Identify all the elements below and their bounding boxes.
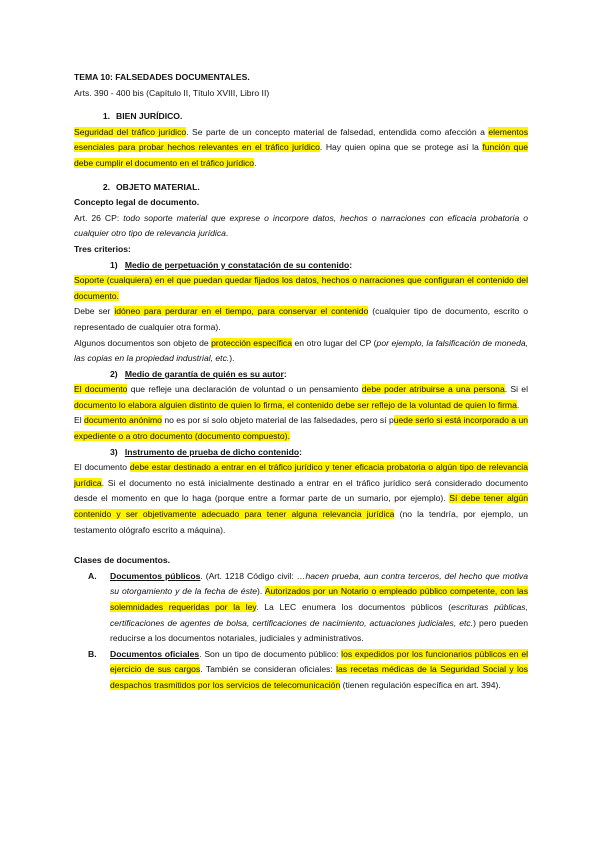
- text-run: escrituras públicas, certificaciones de agentes de bolsa, certificaciones de nacimiento, actuaciones judiciales, etc.: [110, 602, 528, 628]
- highlighted-text: uede serlo si está incorporado a un expediente o a otro documento (documento compuesto).: [74, 415, 529, 442]
- criterion-3-paragraph: [74, 460, 528, 538]
- text-run: que refleje una declaración de voluntad o un pensamiento: [127, 384, 362, 395]
- clase-a-letter: A.: [88, 570, 97, 581]
- tres-criterios-label: Tres criterios:: [74, 243, 131, 254]
- clases-heading: Clases de documentos.: [74, 555, 170, 566]
- text-run: . Si el documento no está inicialmente destinado a entrar en el tráfico jurídico será considerado documento desde el momento en que lo haga (porque entre a formar parte de un sumario, por ejemplo).: [74, 477, 528, 504]
- text-run: . Son un tipo de documento público:: [199, 648, 342, 659]
- highlighted-text: las recetas médicas de la Seguridad Social y los despachos trasmitidos por los servicios de telecomunicación: [110, 664, 528, 690]
- text-run: (cualquier tipo de documento, escrito o representado de cualquier otra forma).: [74, 306, 528, 332]
- text-run: . Hay quien opina que se protege así la: [319, 142, 483, 153]
- page-title: TEMA 10: FALSEDADES DOCUMENTALES.: [74, 72, 250, 82]
- highlighted-text: Autorizados por un Notario o empleado público competente, con las solemnidades requeridas por la ley: [110, 586, 528, 612]
- text-run: El: [74, 415, 85, 426]
- highlighted-text: debe estar destinado a entrar en el tráfico jurídico y tener eficacia probatoria o algún tipo de relevancia jurídica: [74, 462, 528, 488]
- criterion-1-heading: 1) Medio de perpetuación y constatación de su contenido:: [110, 259, 353, 270]
- clase-a-item: [74, 569, 528, 647]
- text-run: .: [254, 157, 257, 168]
- clase-b-paragraph: [110, 647, 528, 694]
- text-run: …hacen prueba, aun contra terceros, del hecho que motiva su otorgamiento y de la fecha de éste: [110, 570, 528, 597]
- emphasized-term: Documentos públicos: [110, 570, 201, 581]
- text-run: . Si el: [504, 384, 528, 395]
- criterion-2-paragraph-2: [74, 413, 528, 444]
- text-run: ).: [229, 353, 235, 364]
- criterion-3-heading: 3) Instrumento de prueba de dicho contenido:: [110, 446, 302, 457]
- text-run: Algunos documentos son objeto de: [74, 337, 212, 348]
- clase-b-item: [74, 647, 528, 694]
- section-2-heading: 2. OBJETO MATERIAL.: [102, 181, 200, 192]
- text-run: Debe ser: [74, 306, 115, 317]
- highlighted-text: debe poder atribuirse a una persona: [361, 384, 505, 395]
- criterion-2-paragraph-1: [74, 382, 528, 413]
- highlighted-text: protección específica: [211, 337, 292, 348]
- text-run: . La LEC enumera los documentos públicos (: [256, 602, 452, 612]
- highlighted-text: idóneo para perdurar en el tiempo, para conservar el contenido: [114, 306, 369, 317]
- text-run: . Se parte de un concepto material de falsedad, entendida como afección a: [186, 126, 489, 137]
- highlighted-text: El documento: [74, 384, 128, 395]
- criterion-2-heading: 2) Medio de garantía de quién es su autor:: [110, 368, 287, 379]
- text-run: . (Art. 1218 Código civil:: [200, 570, 297, 581]
- section-1-paragraph: [74, 125, 528, 172]
- highlighted-text: función que debe cumplir el documento en el tráfico jurídico: [74, 142, 529, 168]
- text-run: no es por sí solo objeto material de las falsedades, pero sí p: [161, 415, 394, 426]
- highlighted-text: Soporte (cualquiera) en el que puedan quedar fijados los datos, hechos o narraciones que configuran el contenido del documento.: [74, 275, 528, 301]
- concepto-heading: Concepto legal de documento.: [74, 197, 200, 208]
- clase-a-paragraph: [110, 569, 528, 647]
- criterion-1-paragraph-1: [74, 273, 528, 304]
- text-run: El documento: [74, 462, 130, 473]
- text-run: en otro lugar del CP (: [292, 337, 377, 348]
- clase-b-letter: B.: [88, 648, 97, 659]
- text-run: (tienen regulación específica en art. 394).: [340, 679, 501, 690]
- text-run: ).: [257, 586, 265, 597]
- section-1-heading: 1. BIEN JURÍDICO.: [102, 111, 183, 122]
- criterion-1-paragraph-2: [74, 304, 528, 335]
- articles-reference: Arts. 390 - 400 bis (Capítulo II, Título XVIII, Libro II): [74, 87, 270, 98]
- document-page: [74, 70, 528, 694]
- text-run: por ejemplo, la falsificación de moneda, las copias en la propiedad industrial, etc.: [74, 337, 529, 364]
- text-run: ) pero pueden reducirse a los documentos notariales, judiciales y administrativos.: [110, 617, 528, 644]
- text-run: (no la tendría, por ejemplo, un testamento ológrafo escrito a máquina).: [74, 509, 528, 535]
- criterion-1-paragraph-3: [74, 336, 528, 367]
- emphasized-term: Documentos oficiales: [110, 648, 200, 659]
- text-run: .: [516, 399, 520, 410]
- highlighted-text: elementos esenciales para probar hechos relevantes en el tráfico jurídico: [74, 126, 528, 153]
- highlighted-text: Seguridad del tráfico jurídico: [74, 126, 187, 137]
- text-run: . También se consideran oficiales:: [200, 664, 337, 675]
- highlighted-text: documento anónimo: [84, 415, 162, 426]
- art-26-definition: Art. 26 CP: todo soporte material que exprese o incorpore datos, hechos o narraciones con eficacia probatoria o cualquier otro tipo de relevancia jurídica.: [74, 212, 528, 239]
- highlighted-text: Sí debe tener algún contenido y ser objetivamente adecuado para tener alguna relevancia jurídica: [74, 493, 528, 520]
- highlighted-text: los expedidos por los funcionarios públicos en el ejercicio de sus cargos: [110, 648, 529, 675]
- highlighted-text: documento lo elabora alguien distinto de quien lo firma, el contenido debe ser reflejo de la voluntad de quien lo firma: [74, 399, 517, 410]
